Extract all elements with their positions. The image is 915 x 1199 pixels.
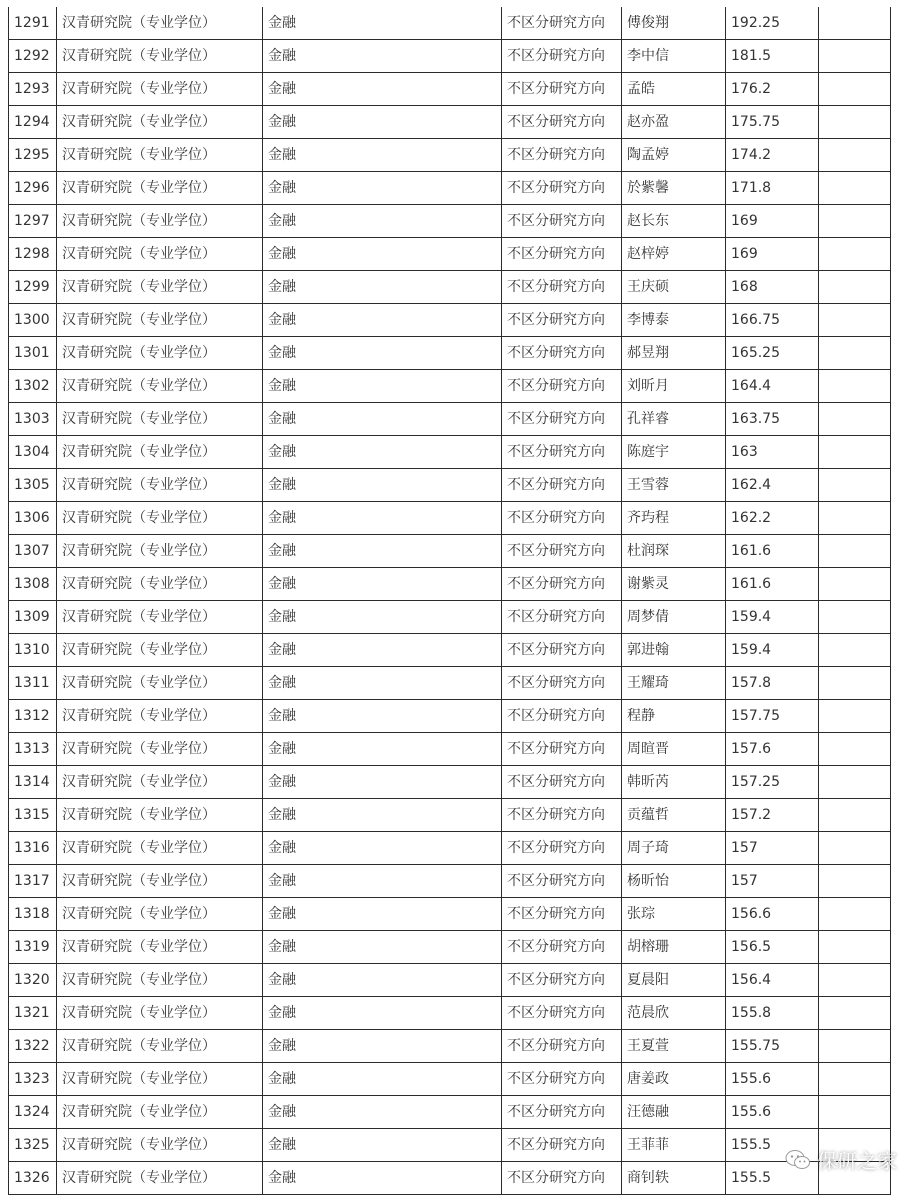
college-cell: 汉青研究院（专业学位）: [57, 865, 263, 898]
score-cell: 168: [726, 271, 819, 304]
score-cell: 161.6: [726, 535, 819, 568]
name-cell: 贡蕴哲: [622, 799, 726, 832]
college-cell: 汉青研究院（专业学位）: [57, 271, 263, 304]
major-cell: 金融: [263, 469, 502, 502]
table-row: [9, 238, 891, 271]
rank-cell: 1325: [9, 1129, 57, 1162]
major-cell: 金融: [263, 139, 502, 172]
name-cell: 韩昕芮: [622, 766, 726, 799]
college-cell: 汉青研究院（专业学位）: [57, 832, 263, 865]
major-cell: 金融: [263, 304, 502, 337]
note-cell: [819, 997, 891, 1030]
rank-cell: 1309: [9, 601, 57, 634]
college-cell: 汉青研究院（专业学位）: [57, 568, 263, 601]
score-cell: 157.25: [726, 766, 819, 799]
direction-cell: 不区分研究方向: [502, 172, 622, 205]
college-cell: 汉青研究院（专业学位）: [57, 964, 263, 997]
major-cell: 金融: [263, 40, 502, 73]
score-cell: 156.6: [726, 898, 819, 931]
score-cell: 171.8: [726, 172, 819, 205]
score-cell: 155.75: [726, 1030, 819, 1063]
score-cell: 155.6: [726, 1063, 819, 1096]
table-row: [9, 304, 891, 337]
score-cell: 163: [726, 436, 819, 469]
major-cell: 金融: [263, 568, 502, 601]
rank-cell: 1306: [9, 502, 57, 535]
direction-cell: 不区分研究方向: [502, 997, 622, 1030]
note-cell: [819, 931, 891, 964]
direction-cell: 不区分研究方向: [502, 634, 622, 667]
rank-cell: 1296: [9, 172, 57, 205]
college-cell: 汉青研究院（专业学位）: [57, 238, 263, 271]
direction-cell: 不区分研究方向: [502, 337, 622, 370]
direction-cell: 不区分研究方向: [502, 535, 622, 568]
major-cell: 金融: [263, 436, 502, 469]
note-cell: [819, 502, 891, 535]
score-cell: 169: [726, 238, 819, 271]
table-row: [9, 766, 891, 799]
major-cell: 金融: [263, 1030, 502, 1063]
note-cell: [819, 370, 891, 403]
rank-cell: 1320: [9, 964, 57, 997]
rank-cell: 1295: [9, 139, 57, 172]
score-cell: 162.2: [726, 502, 819, 535]
name-cell: 杨昕怡: [622, 865, 726, 898]
college-cell: 汉青研究院（专业学位）: [57, 1162, 263, 1195]
note-cell: [819, 172, 891, 205]
major-cell: 金融: [263, 832, 502, 865]
name-cell: 齐玙程: [622, 502, 726, 535]
note-cell: [819, 304, 891, 337]
table-row: [9, 964, 891, 997]
score-cell: 176.2: [726, 73, 819, 106]
table-row: [9, 106, 891, 139]
score-cell: 165.25: [726, 337, 819, 370]
rank-cell: 1314: [9, 766, 57, 799]
name-cell: 赵亦盈: [622, 106, 726, 139]
table-row: [9, 1162, 891, 1195]
score-cell: 175.75: [726, 106, 819, 139]
score-cell: 159.4: [726, 634, 819, 667]
college-cell: 汉青研究院（专业学位）: [57, 370, 263, 403]
name-cell: 陈庭宇: [622, 436, 726, 469]
table-row: [9, 733, 891, 766]
college-cell: 汉青研究院（专业学位）: [57, 403, 263, 436]
direction-cell: 不区分研究方向: [502, 370, 622, 403]
direction-cell: 不区分研究方向: [502, 1030, 622, 1063]
rank-cell: 1322: [9, 1030, 57, 1063]
rank-cell: 1301: [9, 337, 57, 370]
rank-cell: 1323: [9, 1063, 57, 1096]
direction-cell: 不区分研究方向: [502, 667, 622, 700]
direction-cell: 不区分研究方向: [502, 106, 622, 139]
name-cell: 张琮: [622, 898, 726, 931]
rank-cell: 1297: [9, 205, 57, 238]
wechat-icon: [785, 1149, 811, 1171]
rank-cell: 1304: [9, 436, 57, 469]
rank-cell: 1311: [9, 667, 57, 700]
college-cell: 汉青研究院（专业学位）: [57, 337, 263, 370]
college-cell: 汉青研究院（专业学位）: [57, 1096, 263, 1129]
name-cell: 程静: [622, 700, 726, 733]
note-cell: [819, 271, 891, 304]
table-row: [9, 1063, 891, 1096]
note-cell: [819, 1030, 891, 1063]
score-cell: 166.75: [726, 304, 819, 337]
table-row: [9, 271, 891, 304]
major-cell: 金融: [263, 1063, 502, 1096]
direction-cell: 不区分研究方向: [502, 1162, 622, 1195]
direction-cell: 不区分研究方向: [502, 139, 622, 172]
college-cell: 汉青研究院（专业学位）: [57, 1063, 263, 1096]
note-cell: [819, 898, 891, 931]
table-row: [9, 1096, 891, 1129]
name-cell: 谢紫灵: [622, 568, 726, 601]
college-cell: 汉青研究院（专业学位）: [57, 1030, 263, 1063]
table-row: [9, 535, 891, 568]
major-cell: 金融: [263, 73, 502, 106]
watermark: [785, 1145, 897, 1174]
table-row: [9, 172, 891, 205]
rank-cell: 1305: [9, 469, 57, 502]
name-cell: 孟皓: [622, 73, 726, 106]
note-cell: [819, 700, 891, 733]
direction-cell: 不区分研究方向: [502, 502, 622, 535]
major-cell: 金融: [263, 403, 502, 436]
direction-cell: 不区分研究方向: [502, 799, 622, 832]
name-cell: 周暄晋: [622, 733, 726, 766]
score-cell: 174.2: [726, 139, 819, 172]
rank-cell: 1298: [9, 238, 57, 271]
direction-cell: 不区分研究方向: [502, 832, 622, 865]
direction-cell: 不区分研究方向: [502, 898, 622, 931]
table-row: [9, 1030, 891, 1063]
college-cell: 汉青研究院（专业学位）: [57, 502, 263, 535]
rank-cell: 1302: [9, 370, 57, 403]
score-cell: 157.8: [726, 667, 819, 700]
rank-cell: 1294: [9, 106, 57, 139]
major-cell: 金融: [263, 106, 502, 139]
note-cell: [819, 832, 891, 865]
direction-cell: 不区分研究方向: [502, 7, 622, 40]
table-row: [9, 634, 891, 667]
major-cell: 金融: [263, 205, 502, 238]
direction-cell: 不区分研究方向: [502, 700, 622, 733]
score-cell: 169: [726, 205, 819, 238]
major-cell: 金融: [263, 997, 502, 1030]
college-cell: 汉青研究院（专业学位）: [57, 766, 263, 799]
note-cell: [819, 1063, 891, 1096]
name-cell: 郭进翰: [622, 634, 726, 667]
name-cell: 王菲菲: [622, 1129, 726, 1162]
major-cell: 金融: [263, 634, 502, 667]
note-cell: [819, 106, 891, 139]
score-cell: 157: [726, 865, 819, 898]
name-cell: 於紫馨: [622, 172, 726, 205]
rank-cell: 1312: [9, 700, 57, 733]
ranking-table: [8, 7, 891, 1195]
name-cell: 周子琦: [622, 832, 726, 865]
rank-cell: 1310: [9, 634, 57, 667]
direction-cell: 不区分研究方向: [502, 964, 622, 997]
note-cell: [819, 469, 891, 502]
major-cell: 金融: [263, 271, 502, 304]
rank-cell: 1292: [9, 40, 57, 73]
major-cell: 金融: [263, 172, 502, 205]
name-cell: 夏晨阳: [622, 964, 726, 997]
major-cell: 金融: [263, 238, 502, 271]
college-cell: 汉青研究院（专业学位）: [57, 106, 263, 139]
major-cell: 金融: [263, 931, 502, 964]
name-cell: 傅俊翔: [622, 7, 726, 40]
direction-cell: 不区分研究方向: [502, 931, 622, 964]
note-cell: [819, 73, 891, 106]
major-cell: 金融: [263, 502, 502, 535]
rank-cell: 1318: [9, 898, 57, 931]
table-row: [9, 568, 891, 601]
direction-cell: 不区分研究方向: [502, 601, 622, 634]
score-cell: 164.4: [726, 370, 819, 403]
rank-cell: 1321: [9, 997, 57, 1030]
name-cell: 周梦倩: [622, 601, 726, 634]
college-cell: 汉青研究院（专业学位）: [57, 7, 263, 40]
college-cell: 汉青研究院（专业学位）: [57, 634, 263, 667]
name-cell: 赵梓婷: [622, 238, 726, 271]
name-cell: 陶孟婷: [622, 139, 726, 172]
watermark-text: 保研之家: [817, 1149, 897, 1173]
table-row: [9, 931, 891, 964]
note-cell: [819, 1096, 891, 1129]
name-cell: 郝昱翔: [622, 337, 726, 370]
note-cell: [819, 436, 891, 469]
college-cell: 汉青研究院（专业学位）: [57, 436, 263, 469]
name-cell: 范晨欣: [622, 997, 726, 1030]
note-cell: [819, 601, 891, 634]
college-cell: 汉青研究院（专业学位）: [57, 205, 263, 238]
rank-cell: 1300: [9, 304, 57, 337]
rank-cell: 1324: [9, 1096, 57, 1129]
table-row: [9, 667, 891, 700]
college-cell: 汉青研究院（专业学位）: [57, 667, 263, 700]
table-row: [9, 7, 891, 40]
direction-cell: 不区分研究方向: [502, 73, 622, 106]
table-row: [9, 436, 891, 469]
name-cell: 唐姜政: [622, 1063, 726, 1096]
major-cell: 金融: [263, 535, 502, 568]
college-cell: 汉青研究院（专业学位）: [57, 733, 263, 766]
table-row: [9, 403, 891, 436]
score-cell: 157: [726, 832, 819, 865]
name-cell: 王夏萱: [622, 1030, 726, 1063]
table-row: [9, 997, 891, 1030]
major-cell: 金融: [263, 1096, 502, 1129]
note-cell: [819, 238, 891, 271]
college-cell: 汉青研究院（专业学位）: [57, 535, 263, 568]
rank-cell: 1293: [9, 73, 57, 106]
score-cell: 163.75: [726, 403, 819, 436]
score-cell: 157.2: [726, 799, 819, 832]
college-cell: 汉青研究院（专业学位）: [57, 1129, 263, 1162]
score-cell: 159.4: [726, 601, 819, 634]
note-cell: [819, 205, 891, 238]
score-cell: 155.5: [726, 1162, 819, 1195]
note-cell: [819, 337, 891, 370]
note-cell: [819, 403, 891, 436]
name-cell: 孔祥睿: [622, 403, 726, 436]
direction-cell: 不区分研究方向: [502, 238, 622, 271]
college-cell: 汉青研究院（专业学位）: [57, 931, 263, 964]
table-row: [9, 73, 891, 106]
major-cell: 金融: [263, 700, 502, 733]
note-cell: [819, 799, 891, 832]
table-row: [9, 832, 891, 865]
note-cell: [819, 40, 891, 73]
college-cell: 汉青研究院（专业学位）: [57, 799, 263, 832]
rank-cell: 1313: [9, 733, 57, 766]
score-cell: 181.5: [726, 40, 819, 73]
college-cell: 汉青研究院（专业学位）: [57, 172, 263, 205]
major-cell: 金融: [263, 964, 502, 997]
note-cell: [819, 139, 891, 172]
note-cell: [819, 733, 891, 766]
major-cell: 金融: [263, 601, 502, 634]
table-row: [9, 337, 891, 370]
name-cell: 李博泰: [622, 304, 726, 337]
name-cell: 杜润琛: [622, 535, 726, 568]
rank-cell: 1315: [9, 799, 57, 832]
major-cell: 金融: [263, 799, 502, 832]
score-cell: 155.6: [726, 1096, 819, 1129]
direction-cell: 不区分研究方向: [502, 205, 622, 238]
rank-cell: 1303: [9, 403, 57, 436]
direction-cell: 不区分研究方向: [502, 733, 622, 766]
name-cell: 胡榕珊: [622, 931, 726, 964]
table-row: [9, 40, 891, 73]
table-row: [9, 865, 891, 898]
major-cell: 金融: [263, 1129, 502, 1162]
rank-cell: 1319: [9, 931, 57, 964]
direction-cell: 不区分研究方向: [502, 436, 622, 469]
name-cell: 商钊轶: [622, 1162, 726, 1195]
rank-cell: 1291: [9, 7, 57, 40]
table-body: [9, 7, 891, 1195]
college-cell: 汉青研究院（专业学位）: [57, 469, 263, 502]
table-row: [9, 370, 891, 403]
rank-cell: 1326: [9, 1162, 57, 1195]
major-cell: 金融: [263, 1162, 502, 1195]
score-cell: 156.5: [726, 931, 819, 964]
score-cell: 192.25: [726, 7, 819, 40]
college-cell: 汉青研究院（专业学位）: [57, 700, 263, 733]
name-cell: 王庆硕: [622, 271, 726, 304]
direction-cell: 不区分研究方向: [502, 40, 622, 73]
score-cell: 162.4: [726, 469, 819, 502]
note-cell: [819, 568, 891, 601]
major-cell: 金融: [263, 370, 502, 403]
direction-cell: 不区分研究方向: [502, 865, 622, 898]
note-cell: [819, 535, 891, 568]
score-cell: 157.6: [726, 733, 819, 766]
note-cell: [819, 964, 891, 997]
direction-cell: 不区分研究方向: [502, 1129, 622, 1162]
name-cell: 赵长东: [622, 205, 726, 238]
major-cell: 金融: [263, 337, 502, 370]
name-cell: 李中信: [622, 40, 726, 73]
direction-cell: 不区分研究方向: [502, 766, 622, 799]
rank-cell: 1299: [9, 271, 57, 304]
major-cell: 金融: [263, 898, 502, 931]
rank-cell: 1308: [9, 568, 57, 601]
direction-cell: 不区分研究方向: [502, 271, 622, 304]
note-cell: [819, 667, 891, 700]
table-row: [9, 601, 891, 634]
name-cell: 刘昕月: [622, 370, 726, 403]
direction-cell: 不区分研究方向: [502, 304, 622, 337]
note-cell: [819, 634, 891, 667]
table-row: [9, 898, 891, 931]
college-cell: 汉青研究院（专业学位）: [57, 601, 263, 634]
score-cell: 161.6: [726, 568, 819, 601]
score-cell: 156.4: [726, 964, 819, 997]
table-row: [9, 469, 891, 502]
college-cell: 汉青研究院（专业学位）: [57, 73, 263, 106]
score-cell: 155.8: [726, 997, 819, 1030]
major-cell: 金融: [263, 865, 502, 898]
direction-cell: 不区分研究方向: [502, 403, 622, 436]
table-row: [9, 502, 891, 535]
table-row: [9, 700, 891, 733]
note-cell: [819, 766, 891, 799]
major-cell: 金融: [263, 766, 502, 799]
direction-cell: 不区分研究方向: [502, 568, 622, 601]
name-cell: 王雪蓉: [622, 469, 726, 502]
rank-cell: 1316: [9, 832, 57, 865]
college-cell: 汉青研究院（专业学位）: [57, 898, 263, 931]
major-cell: 金融: [263, 667, 502, 700]
table-row: [9, 799, 891, 832]
name-cell: 王耀琦: [622, 667, 726, 700]
score-cell: 157.75: [726, 700, 819, 733]
score-cell: 155.5: [726, 1129, 819, 1162]
rank-cell: 1307: [9, 535, 57, 568]
college-cell: 汉青研究院（专业学位）: [57, 997, 263, 1030]
name-cell: 汪德融: [622, 1096, 726, 1129]
rank-cell: 1317: [9, 865, 57, 898]
table-row: [9, 1129, 891, 1162]
college-cell: 汉青研究院（专业学位）: [57, 304, 263, 337]
direction-cell: 不区分研究方向: [502, 469, 622, 502]
major-cell: 金融: [263, 733, 502, 766]
table-row: [9, 139, 891, 172]
major-cell: 金融: [263, 7, 502, 40]
direction-cell: 不区分研究方向: [502, 1096, 622, 1129]
college-cell: 汉青研究院（专业学位）: [57, 139, 263, 172]
college-cell: 汉青研究院（专业学位）: [57, 40, 263, 73]
note-cell: [819, 865, 891, 898]
direction-cell: 不区分研究方向: [502, 1063, 622, 1096]
table-row: [9, 205, 891, 238]
note-cell: [819, 7, 891, 40]
